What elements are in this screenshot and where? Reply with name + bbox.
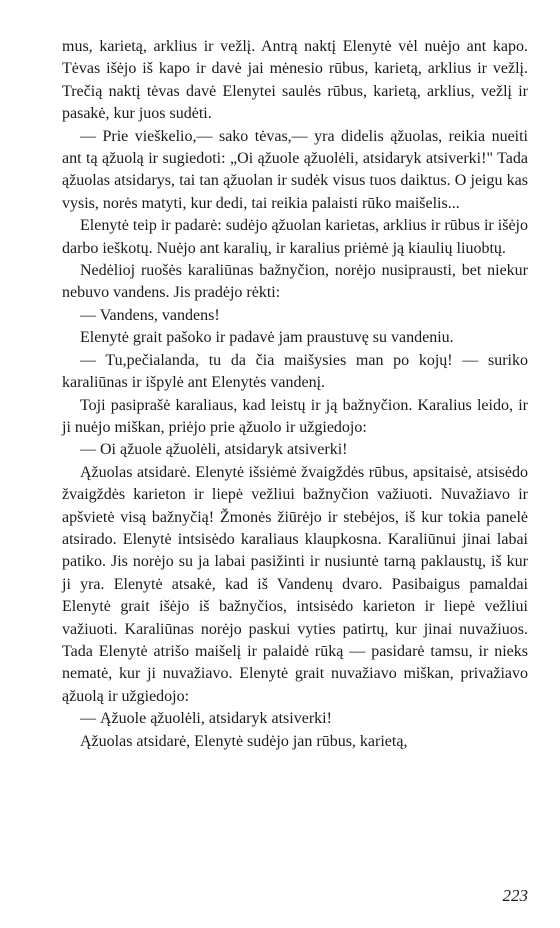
paragraph-3: Elenytė teip ir padarė: sudėjo ąžuolan karietas, arklius ir rūbus ir išėjo darbo ieškotų. Nuėjo ant karalių, ir karalius priėmė ją kiaulių liuobtų. [62,217,528,257]
paragraph-9: — Oi ąžuole ąžuolėli, atsidaryk atsiverki! [80,441,348,459]
paragraph-8: Toji pasiprašė karaliaus, kad leistų ir ją bažnyčion. Karalius leido, ir ji nuėjo miškan, priėjo prie ąžuolo ir užgiedojo: [62,396,528,436]
paragraph-4: Nedėlioj ruošės karaliūnas bažnyčion, norėjo nusiprausti, bet niekur nebuvo vandens. Jis pradėjo rėkti: [62,262,528,302]
paragraph-1: mus, karietą, arklius ir vežlį. Antrą naktį Elenytė vėl nuėjo ant kapo. Tėvas išėjo iš kapo ir davė jai mėnesio rūbus, karietą, arklius ir vežlį. Trečią naktį tėvas davė Elenytei saulės rūbus, karietą, arklius, vežlį ir pasakė, kur juos sudėti. [62,38,528,123]
paragraph-11: — Ąžuole ąžuolėli, atsidaryk atsiverki! [80,710,332,728]
paragraph-6: Elenytė grait pašoko ir padavė jam praustuvę su vandeniu. [80,329,454,347]
paragraph-7: — Tu,pečialanda, tu da čia maišysies man po kojų! — suriko karaliūnas ir išpylė ant Elenytės vandenį. [62,351,528,392]
paragraph-10: Ąžuolas atsidarė. Elenytė išsiėmė žvaigždės rūbus, apsitaisė, atsisėdo žvaigždės karieton ir liepė vežliui bažnyčion važiuoti. Nuvažiavo ir apšvietė visą bažnyčią! Žmonės žiūrėjo ir stebėjos, iš kur tokia panelė atsirado. Elenytė intsisėdo karaliaus klaupkosna. Karaliūnui jinai labai patiko. Jis norėjo su ja labai pasižinti ir nusiuntė tarną paklaustų, iš kur ji yra. Elenytė atsakė, kad iš Vandenų dvaro. Pasibaigus pamaldai Elenytė grait išėjo iš bažnyčios, intsisėdo karieton ir liepė vežliui važiuoti. Karaliūnas norėjo paskui vyties patirtų, kur jinai nuvažiuos. Tada Elenytė atrišo maišelį ir palaidė rūką — pasidarė tamsu, ir nieks nematė, kur ji nuvažiavo. Elenytė grait nuvažiavo miškan, privažiavo ąžuolą ir užgiedojo: [62,463,528,705]
paragraph-12: Ąžuolas atsidarė, Elenytė sudėjo jan rūbus, karietą, [80,732,408,750]
paragraph-2: — Prie vieškelio,— sako tėvas,— yra didelis ąžuolas, reikia nueiti ant tą ąžuolą ir sugiedoti: „Oi ąžuole ąžuolėli, atsidaryk atsiverki!" Tada ąžuolas atsidarys, tai tan ąžuolan ir sudėk visus tuos daiktus. O jeigu kas vysis, norės matyti, kur dedi, tai reikia palaisti rūko maišelis... [62,127,528,212]
paragraph-5: — Vandens, vandens! [80,306,220,324]
book-page-text [62,36,528,753]
page-number: 223 [502,886,528,905]
